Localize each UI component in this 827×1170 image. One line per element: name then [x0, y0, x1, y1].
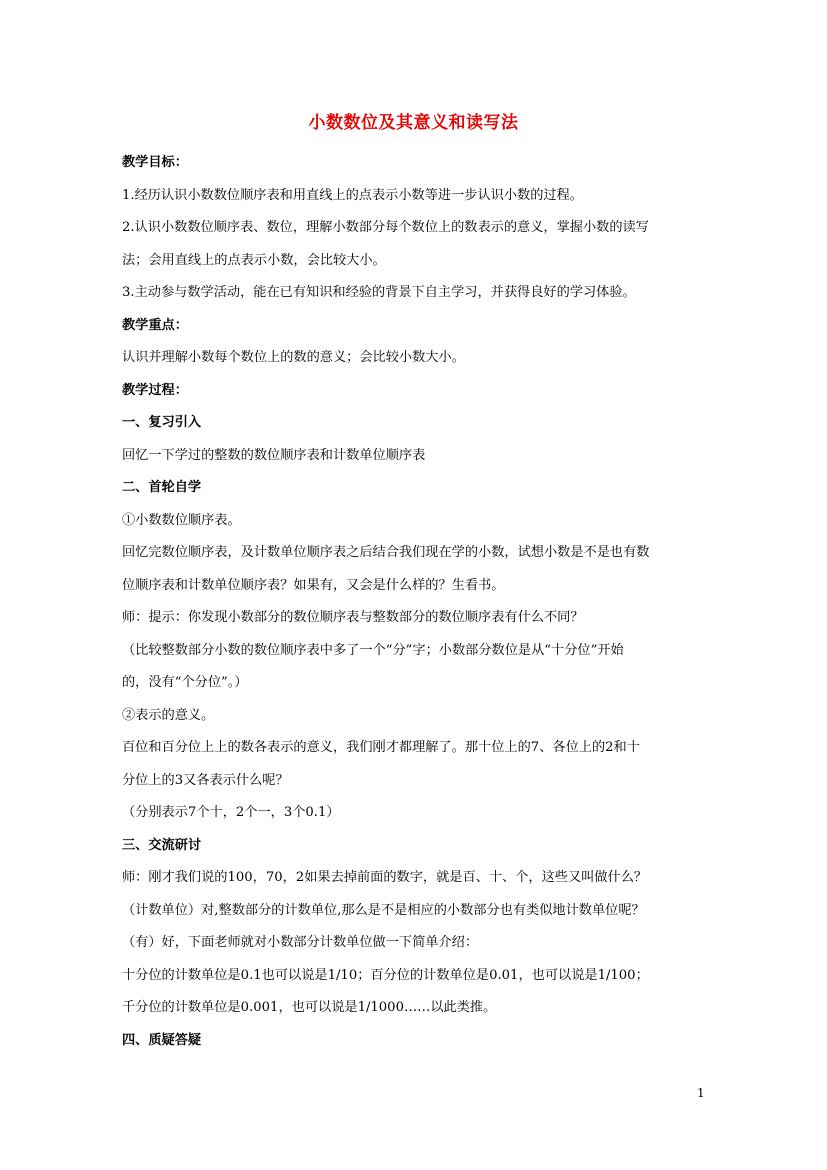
body-line: ②表示的意义。 — [122, 707, 215, 723]
body-line: 2.认识小数数位顺序表、数位，理解小数部分每个数位上的数表示的意义，掌握小数的读写 — [122, 220, 649, 235]
section-heading: 教学目标： — [122, 155, 188, 170]
body-line: 回忆完数位顺序表，及计数单位顺序表之后结合我们现在学的小数，试想小数是不是也有数 — [122, 545, 650, 560]
body-line: ①小数数位顺序表。 — [122, 512, 241, 528]
section-heading: 一、复习引入 — [122, 415, 202, 430]
body-line: 师：提示：你发现小数部分的数位顺序表与整数部分的数位顺序表有什么不同？ — [122, 610, 584, 625]
body-line: （分别表示7个十，2个一，3个0.1） — [122, 805, 340, 820]
section-heading: 二、首轮自学 — [122, 480, 202, 495]
body-line: （有）好，下面老师就对小数部分计数单位做一下简单介绍： — [122, 935, 479, 950]
body-line: 千分位的计数单位是0.001，也可以说是1/1000……以此类推。 — [122, 1000, 497, 1015]
body-line: （比较整数部分小数的数位顺序表中多了一个“分”字；小数部分数位是从“十分位”开始 — [122, 642, 624, 658]
body-line: 3.主动参与数学活动，能在已有知识和经验的背景下自主学习，并获得良好的学习体验。 — [122, 285, 636, 300]
page-number: 1 — [697, 1086, 705, 1100]
body-line: 十分位的计数单位是0.1也可以说是1/10；百分位的计数单位是0.01，也可以说是1/100； — [122, 967, 649, 983]
body-line: 师：刚才我们说的100，70，2如果去掉前面的数字，就是百、十、个，这些又叫做什么？ — [122, 870, 648, 885]
body-line: 百位和百分位上上的数各表示的意义，我们刚才都理解了。那十位上的7、各位上的2和十 — [122, 740, 640, 755]
section-heading: 四、质疑答疑 — [122, 1032, 202, 1048]
body-line: 的，没有“个分位”。） — [122, 675, 248, 690]
body-line: 位顺序表和计数单位顺序表？如果有，又会是什么样的？生看书。 — [122, 577, 505, 593]
section-heading: 教学过程： — [122, 382, 188, 398]
document-body — [122, 147, 714, 1057]
body-line: 回忆一下学过的整数的数位顺序表和计数单位顺序表 — [122, 447, 426, 463]
document-title: 小数数位及其意义和读写法 — [308, 113, 519, 133]
body-line: （计数单位）对,整数部分的计数单位,那么是不是相应的小数部分也有类似地计数单位呢？ — [122, 902, 645, 918]
body-line: 认识并理解小数每个数位上的数的意义；会比较小数大小。 — [122, 350, 465, 365]
section-heading: 三、交流研讨 — [122, 837, 202, 853]
section-heading: 教学重点： — [122, 317, 188, 333]
body-line: 1.经历认识小数数位顺序表和用直线上的点表示小数等进一步认识小数的过程。 — [122, 187, 583, 203]
body-line: 分位上的3又各表示什么呢？ — [122, 772, 289, 788]
body-line: 法；会用直线上的点表示小数，会比较大小。 — [122, 252, 386, 268]
